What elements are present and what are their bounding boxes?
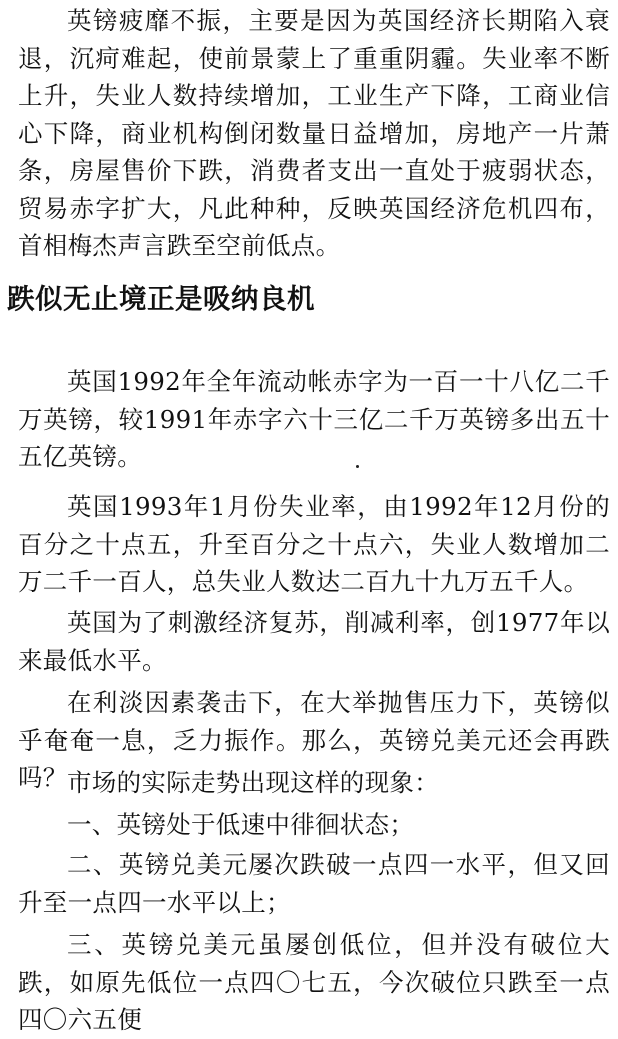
paragraph-interest-rate: 英国为了刺激经济复苏，削减利率，创1977年以来最低水平。: [18, 608, 610, 675]
list-item-3: 三、英镑兑美元虽屡创低位，但并没有破位大跌，如原先低位一点四〇七五，今次破位只跌至一点四〇六五便: [18, 930, 610, 1034]
print-speck: [356, 465, 359, 468]
section-heading: 跌似无止境正是吸纳良机: [7, 283, 315, 315]
list-item-2: 二、英镑兑美元屡次跌破一点四一水平，但又回升至一点四一水平以上；: [18, 850, 610, 917]
paragraph-unemployment: 英国1993年1月份失业率，由1992年12月份的百分之十点五，升至百分之十点六，失业人数增加二万二千一百人，总失业人数达二百九十九万五千人。: [18, 492, 610, 596]
paragraph-intro: 英镑疲靡不振，主要是因为英国经济长期陷入衰退，沉疴难起，使前景蒙上了重重阴霾。失业率不断上升，失业人数持续增加，工业生产下降，工商业信心下降，商业机构倒闭数量日益增加，房地产一片萧条，房屋售价下跌，消费者支出一直处于疲弱状态，贸易赤字扩大，凡此种种，反映英国经济危机四布，首相梅杰声言跌至空前低点。: [18, 6, 610, 260]
paragraph-pressure: 在利淡因素袭击下，在大举抛售压力下，英镑似乎奄奄一息，乏力振作。那么，英镑兑美元还会再跌吗？: [18, 688, 610, 792]
list-item-1: 一、英镑处于低速中徘徊状态；: [67, 810, 415, 839]
paragraph-market-trend: 市场的实际走势出现这样的现象：: [67, 768, 439, 797]
paragraph-deficit: 英国1992年全年流动帐赤字为一百一十八亿二千万英镑，较1991年赤字六十三亿二千万英镑多出五十五亿英镑。: [18, 367, 610, 471]
